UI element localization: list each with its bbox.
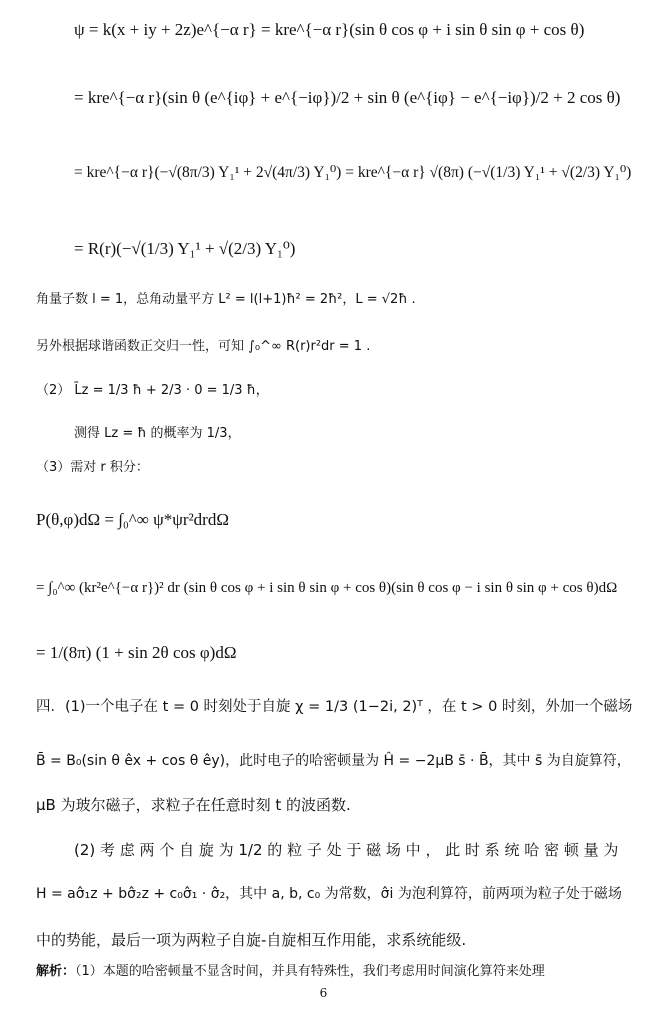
question4-part2-line3: 中的势能，最后一项为两粒子自旋-自旋相互作用能，求系统能级. (36, 931, 467, 949)
solution-text: （1）本题的哈密顿量不显含时间，并具有特殊性，我们考虑用时间演化算符来处理 (75, 964, 545, 979)
equation-psi-step3: = kre^{−α r}(−√(8π/3) Y₁¹ + 2√(4π/3) Y₁⁰) = kre^{−α r} √(8π) (−√(1/3) Y₁¹ + √(2/3) Y₁⁰) (74, 164, 632, 181)
solution-line (36, 962, 545, 982)
question4-part2-line1: (2) 考 虑 两 个 自 旋 为 1/2 的 粒 子 处 于 磁 场 中 ， 此 时 系 统 哈 密 顿 量 为 (74, 841, 619, 859)
question4-line3: μB 为玻尔磁子，求粒子在任意时刻 t 的波函数. (36, 796, 351, 814)
part2-mean-line: （2） L̄z = 1/3 ħ + 2/3 · 0 = 1/3 ħ， (36, 383, 269, 398)
equation-prob-step2: = ∫₀^∞ (kr²e^{−α r})² dr (sin θ cos φ + i sin θ sin φ + cos θ)(sin θ cos φ − i sin θ sin φ + cos θ)dΩ (36, 580, 618, 596)
quantum-numbers-line: 角量子数 l = 1，总角动量平方 L² = l(l+1)ħ² = 2ħ²，L = √2ħ . (36, 292, 416, 307)
normalization-line: 另外根据球谐函数正交归一性，可知 ∫₀^∞ R(r)r²dr = 1 . (36, 339, 371, 354)
part2-probability-line: 测得 Lz = ħ 的概率为 1/3， (74, 426, 241, 441)
part3-intro-line: （3）需对 r 积分： (36, 460, 149, 475)
equation-psi-step4: = R(r)(−√(1/3) Y₁¹ + √(2/3) Y₁⁰) (74, 239, 296, 258)
question4-part2-line2: H = aσ̂₁z + bσ̂₂z + c₀σ̂₁ · σ̂₂，其中 a, b, c₀ 为常数，σ̂i 为泡利算符，前两项为粒子处于磁场 (36, 886, 622, 902)
equation-psi-step2: = kre^{−α r}(sin θ (e^{iφ} + e^{−iφ})/2 + sin θ (e^{iφ} − e^{−iφ})/2 + 2 cos θ) (74, 88, 621, 107)
equation-prob-step3: = 1/(8π) (1 + sin 2θ cos φ)dΩ (36, 643, 237, 662)
question4-line1: 四．(1)一个电子在 t = 0 时刻处于自旋 χ = 1/3 (1−2i, 2)ᵀ ，在 t > 0 时刻，外加一个磁场 (36, 699, 633, 715)
equation-psi-definition: ψ = k(x + iy + 2z)e^{−α r} = kre^{−α r}(sin θ cos φ + i sin θ sin φ + cos θ) (74, 20, 585, 39)
equation-prob-definition: P(θ,φ)dΩ = ∫₀^∞ ψ*ψr²drdΩ (36, 510, 229, 529)
solution-label: 解析： (36, 964, 76, 979)
question4-line2: B̄ = B₀(sin θ êx + cos θ êy)，此时电子的哈密顿量为 Ĥ = −2μB s̄ · B̄，其中 s̄ 为自旋算符， (36, 753, 631, 769)
page-number: 6 (319, 986, 328, 1000)
